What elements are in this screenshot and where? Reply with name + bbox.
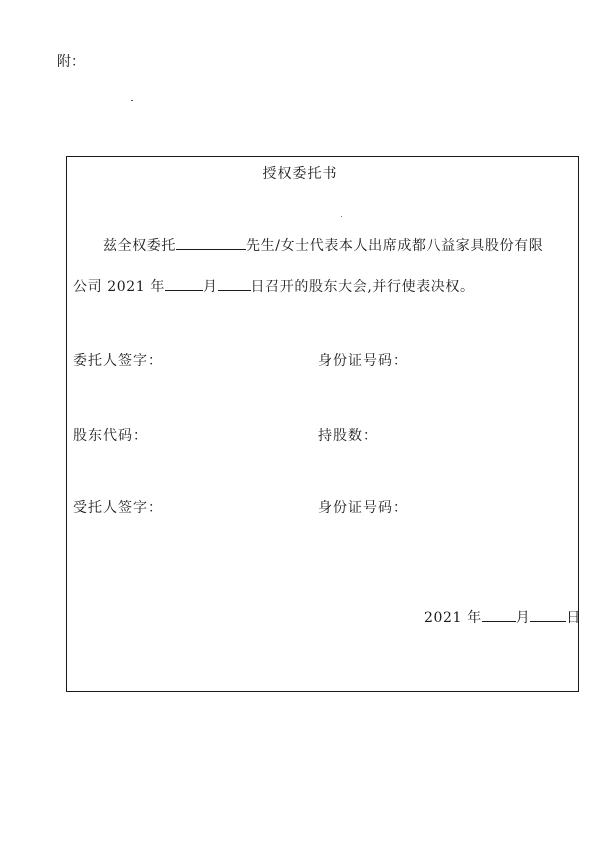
delegate-name-blank[interactable] xyxy=(176,235,246,250)
date-year: 2021 年 xyxy=(424,610,482,626)
scan-speck xyxy=(131,100,133,101)
agent-id-label: 身份证号码： xyxy=(318,500,408,516)
agent-signature-label: 受托人签字： xyxy=(73,500,163,516)
paragraph-text: 日召开的股东大会,并行使表决权。 xyxy=(250,279,475,295)
date-month-blank[interactable] xyxy=(482,607,516,622)
principal-signature-label: 委托人签字： xyxy=(73,353,163,369)
date-month: 月 xyxy=(515,610,531,626)
day-blank[interactable] xyxy=(218,276,251,291)
principal-id-label: 身份证号码： xyxy=(318,353,408,369)
form-title: 授权委托书 xyxy=(262,166,338,182)
date-day-blank[interactable] xyxy=(530,607,566,622)
attachment-label: 附： xyxy=(57,54,85,70)
signing-date xyxy=(424,607,581,627)
paragraph-text: 月 xyxy=(202,279,218,295)
date-day: 日 xyxy=(566,610,581,626)
authorization-paragraph-line-1 xyxy=(103,235,543,255)
paragraph-text: 公司 2021 年 xyxy=(73,279,165,295)
authorization-paragraph-line-2 xyxy=(73,276,475,296)
shareholder-code-label: 股东代码： xyxy=(73,428,148,444)
paragraph-text: 先生/女士代表本人出席成都八益家具股份有限 xyxy=(246,238,544,254)
shares-held-label: 持股数： xyxy=(318,428,378,444)
paragraph-text: 兹全权委托 xyxy=(103,238,176,254)
month-blank[interactable] xyxy=(165,276,203,291)
